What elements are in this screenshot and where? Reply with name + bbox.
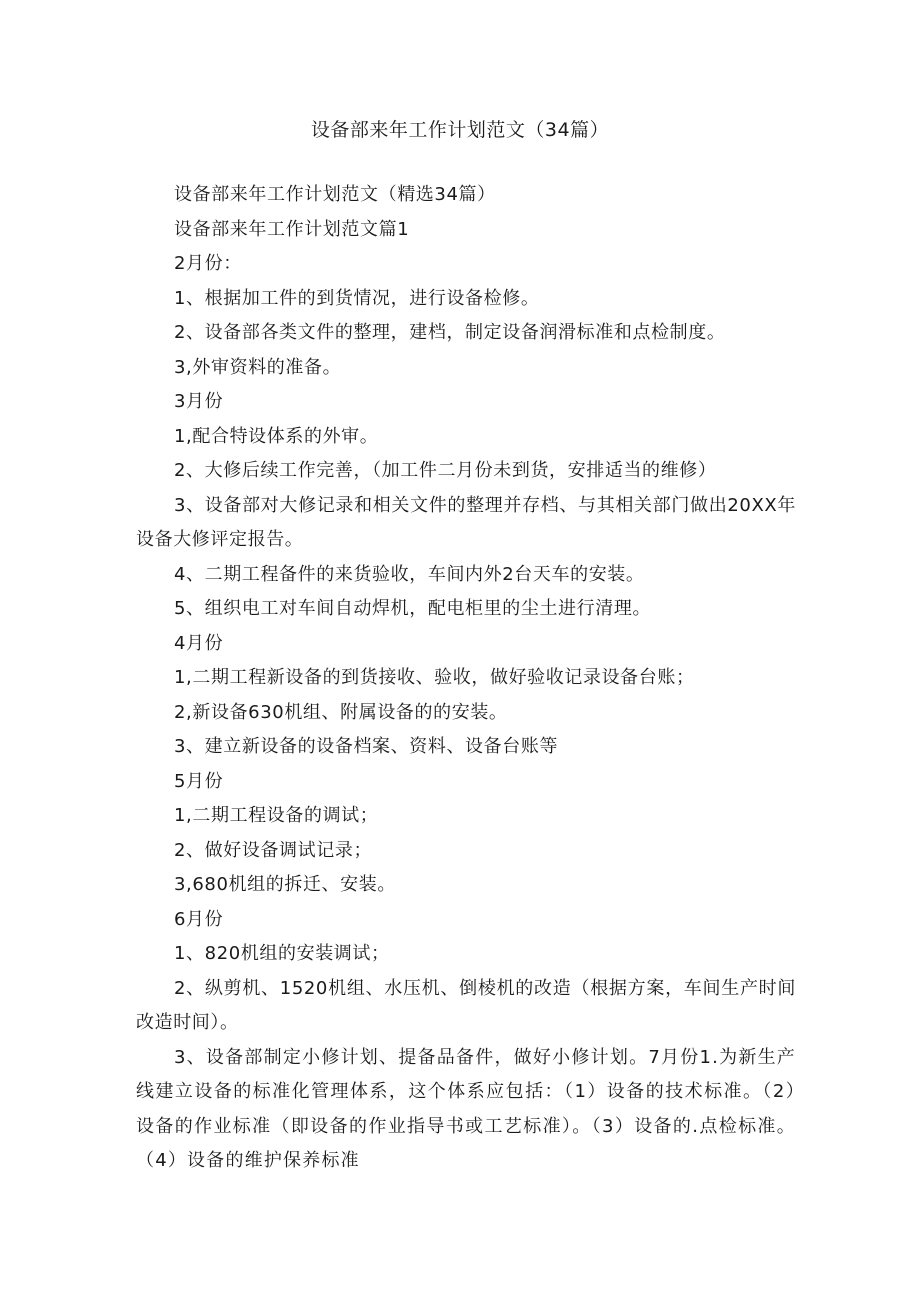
document-title: 设备部来年工作计划范文（34篇）: [310, 119, 610, 141]
subtitle: 设备部来年工作计划范文（精选34篇）: [174, 184, 496, 205]
list-item: 5、组织电工对车间自动焊机，配电柜里的尘土进行清理。: [174, 598, 652, 619]
list-item: 1,二期工程新设备的到货接收、验收，做好验收记录设备台账；: [174, 667, 695, 688]
list-item: 1、根据加工件的到货情况，进行设备检修。: [174, 287, 540, 309]
list-item: 2、纵剪机、1520机组、水压机、倒棱机的改造（根据方案，车间生产时间改造时间）。: [136, 977, 796, 1033]
list-item: 1,配合特设体系的外审。: [174, 425, 379, 447]
list-item: 4、二期工程备件的来货验收，车间内外2台天车的安装。: [174, 563, 645, 585]
list-item: 2、大修后续工作完善，（加工件二月份未到货，安排适当的维修）: [174, 460, 717, 481]
list-item: 3、设备部制定小修计划、提备品备件，做好小修计划。7月份1.为新生产线建立设备的标准化管理体系，这个体系应包括：（1）设备的技术标准。（2）设备的作业标准（即设备的作业指导书或工艺标准）。（3）设备的.点检标准。（4）设备的维护保养标准: [136, 1046, 796, 1171]
list-item: 1、820机组的安装调试；: [174, 943, 390, 964]
list-item: 2、做好设备调试记录；: [174, 839, 373, 861]
list-item: 1,二期工程设备的调试；: [174, 805, 379, 826]
month-heading-apr: 4月份: [174, 632, 224, 654]
month-heading-feb: 2月份：: [174, 253, 242, 274]
month-heading-jun: 6月份: [174, 908, 224, 930]
month-heading-may: 5月份: [174, 770, 224, 792]
list-item: 3,680机组的拆迁、安装。: [174, 874, 396, 895]
list-item: 3、设备部对大修记录和相关文件的整理并存档、与其相关部门做出20XX年设备大修评定报告。: [136, 494, 796, 550]
document-body: [136, 178, 796, 1179]
list-item: 3,外审资料的准备。: [174, 356, 342, 378]
month-heading-mar: 3月份: [174, 391, 224, 412]
list-item: 2,新设备630机组、附属设备的的安装。: [174, 701, 508, 723]
list-item: 3、建立新设备的设备档案、资料、设备台账等: [174, 736, 559, 757]
list-item: 2、设备部各类文件的整理，建档，制定设备润滑标准和点检制度。: [174, 322, 726, 343]
section-heading: 设备部来年工作计划范文篇1: [174, 218, 410, 240]
